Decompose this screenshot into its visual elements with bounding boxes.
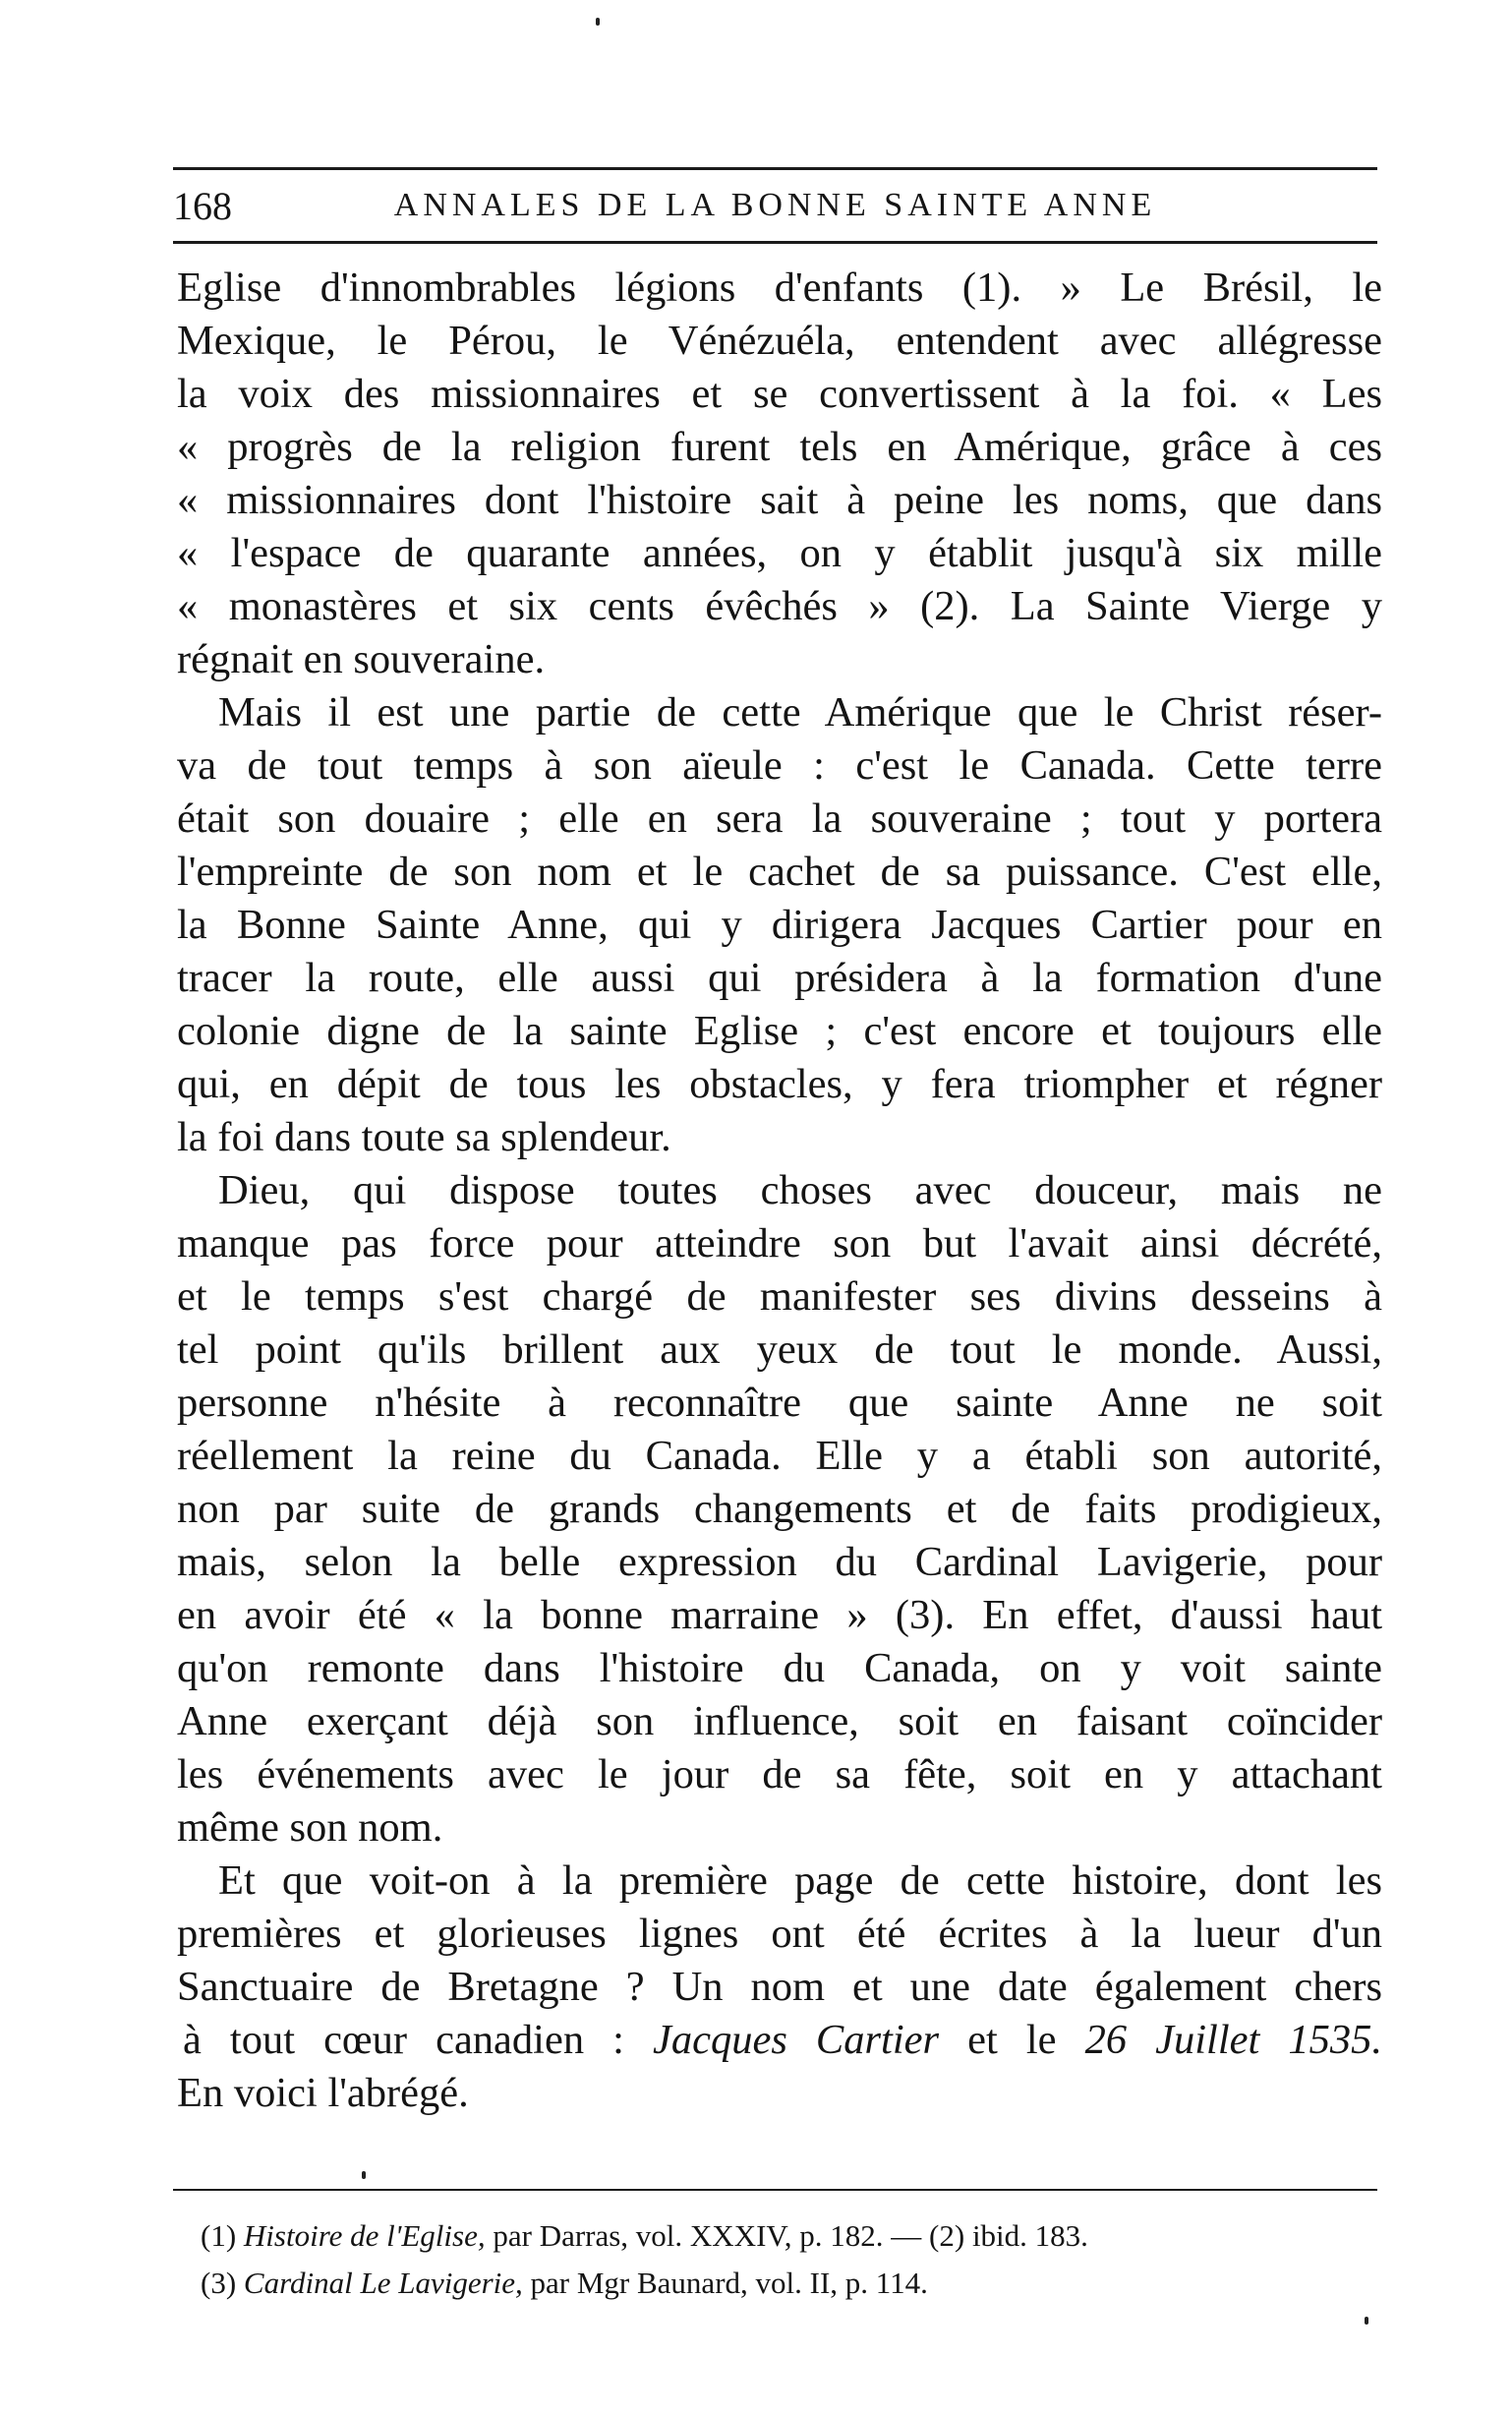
body-text	[177, 262, 1382, 2120]
text-line-mixed	[177, 2014, 1382, 2067]
footnote-mark: (3)	[201, 2266, 237, 2300]
footnote-rule	[173, 2189, 1377, 2191]
text-line: personne n'hésite à reconnaître que sainte Anne ne soit	[177, 1380, 1382, 1426]
text-segment: et le	[967, 2017, 1057, 2063]
text-line: la foi dans toute sa splendeur.	[177, 1114, 671, 1160]
footnote-title: Histoire de l'Eglise,	[243, 2218, 486, 2253]
running-title: ANNALES DE LA BONNE SAINTE ANNE	[393, 187, 1157, 223]
text-line: la Bonne Sainte Anne, qui y dirigera Jacques Cartier pour en	[177, 902, 1382, 948]
footnote-title: Cardinal Le Lavigerie,	[243, 2266, 523, 2300]
text-line: premières et glorieuses lignes ont été écrites à la lueur d'un	[177, 1911, 1382, 1957]
header-rule-bottom	[173, 241, 1377, 244]
text-line: tracer la route, elle aussi qui présidera à la formation d'une	[177, 955, 1382, 1001]
text-line: tel point qu'ils brillent aux yeux de tout le monde. Aussi,	[177, 1326, 1382, 1373]
text-line: « missionnaires dont l'histoire sait à peine les noms, que dans	[177, 477, 1382, 523]
text-line: En voici l'abrégé.	[177, 2070, 469, 2116]
page-header	[173, 183, 1377, 232]
text-line: va de tout temps à son aïeule : c'est le Canada. Cette terre	[177, 742, 1382, 789]
text-line: réellement la reine du Canada. Elle y a établi son autorité,	[177, 1433, 1382, 1479]
text-line: colonie digne de la sainte Eglise ; c'est encore et toujours elle	[177, 1008, 1382, 1054]
text-line: « l'espace de quarante années, on y établit jusqu'à six mille	[177, 530, 1382, 576]
footnote-mark: (1)	[201, 2218, 237, 2253]
text-line: était son douaire ; elle en sera la souveraine ; tout y portera	[177, 795, 1382, 842]
scan-speck	[596, 18, 600, 26]
paragraph-start: Mais il est une partie de cette Amérique que le Christ réser-	[218, 689, 1382, 736]
italic-date: 26 Juillet 1535.	[1084, 2017, 1383, 2063]
text-segment: à tout cœur canadien :	[183, 2017, 624, 2063]
scan-speck	[362, 2171, 366, 2179]
text-line: et le temps s'est chargé de manifester ses divins desseins à	[177, 1273, 1382, 1320]
text-line: Mexique, le Pérou, le Vénézuéla, entendent avec allégresse	[177, 318, 1382, 364]
text-line: mais, selon la belle expression du Cardinal Lavigerie, pour	[177, 1539, 1382, 1585]
text-line: « progrès de la religion furent tels en Amérique, grâce à ces	[177, 424, 1382, 470]
scan-speck	[1365, 2317, 1368, 2325]
text-line: « monastères et six cents évêchés » (2). La Sainte Vierge y	[177, 583, 1382, 629]
footnotes	[201, 2212, 1380, 2307]
footnote-1	[201, 2212, 1380, 2260]
text-line: Sanctuaire de Bretagne ? Un nom et une date également chers	[177, 1964, 1382, 2010]
paragraph-start: Dieu, qui dispose toutes choses avec douceur, mais ne	[218, 1167, 1382, 1213]
header-rule-top	[173, 167, 1377, 170]
text-line: en avoir été « la bonne marraine » (3). En effet, d'aussi haut	[177, 1592, 1382, 1638]
footnote-text: par Mgr Baunard, vol. II, p. 114.	[530, 2266, 928, 2300]
text-line: qu'on remonte dans l'histoire du Canada, on y voit sainte	[177, 1645, 1382, 1691]
paragraph-start: Et que voit-on à la première page de cette histoire, dont les	[218, 1857, 1382, 1904]
text-line: régnait en souveraine.	[177, 636, 546, 682]
text-line: Anne exerçant déjà son influence, soit en faisant coïncider	[177, 1698, 1382, 1744]
text-line: même son nom.	[177, 1804, 443, 1851]
text-line: qui, en dépit de tous les obstacles, y fera triompher et régner	[177, 1061, 1382, 1107]
text-line: manque pas force pour atteindre son but l'avait ainsi décrété,	[177, 1220, 1382, 1266]
text-line: la voix des missionnaires et se convertissent à la foi. « Les	[177, 371, 1382, 417]
footnote-3	[201, 2260, 1380, 2307]
text-line: non par suite de grands changements et de faits prodigieux,	[177, 1486, 1382, 1532]
text-line: les événements avec le jour de sa fête, soit en y attachant	[177, 1751, 1382, 1797]
text-line: Eglise d'innombrables légions d'enfants (1). » Le Brésil, le	[177, 265, 1382, 311]
italic-name: Jacques Cartier	[653, 2017, 940, 2063]
text-line: l'empreinte de son nom et le cachet de sa puissance. C'est elle,	[177, 849, 1382, 895]
page-number: 168	[173, 184, 232, 228]
footnote-text: par Darras, vol. XXXIV, p. 182. — (2) ibid. 183.	[493, 2218, 1088, 2253]
